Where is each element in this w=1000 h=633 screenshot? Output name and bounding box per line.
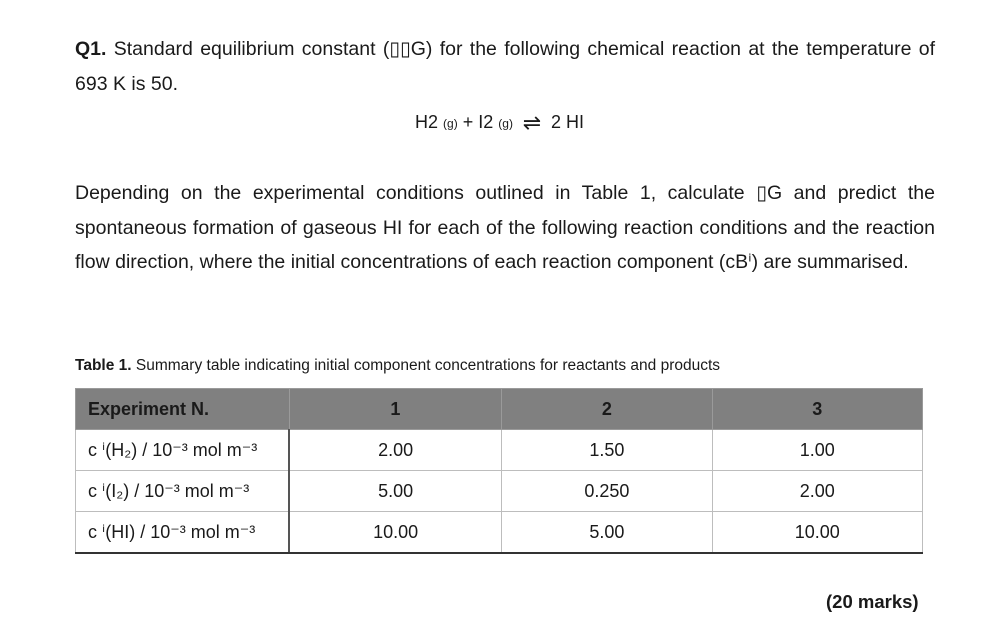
row-label-i2: c ⁱ(I₂) / 10⁻³ mol m⁻³ [76, 471, 290, 512]
cell: 0.250 [502, 471, 712, 512]
state-h2: (g) [443, 116, 458, 131]
row-label-h2: c ⁱ(H₂) / 10⁻³ mol m⁻³ [76, 430, 290, 471]
cell: 1.50 [502, 430, 712, 471]
table-caption [75, 357, 720, 375]
reactant-i2: I2 [478, 112, 494, 132]
equilibrium-arrow-icon: ⇌ [522, 110, 542, 136]
state-i2: (g) [498, 116, 513, 131]
question-intro [75, 32, 935, 101]
header-exp-2: 2 [502, 389, 712, 430]
cell: 5.00 [289, 471, 502, 512]
cell: 2.00 [289, 430, 502, 471]
reaction-equation [415, 110, 584, 136]
table-row [76, 471, 923, 512]
plus-sign: + [462, 112, 474, 132]
question-label: Q1. [75, 38, 107, 60]
table-header-row [76, 389, 923, 430]
cell: 5.00 [502, 512, 712, 554]
cell: 10.00 [289, 512, 502, 554]
table-caption-text: Summary table indicating initial component concentrations for reactants and products [135, 357, 721, 374]
product-hi: 2 HI [550, 112, 584, 132]
reactant-h2: H2 [415, 112, 439, 132]
row-label-hi: c ⁱ(HI) / 10⁻³ mol m⁻³ [76, 512, 290, 554]
marks-label: (20 marks) [826, 591, 919, 612]
concentration-table [75, 388, 923, 554]
header-exp-3: 3 [712, 389, 922, 430]
cell: 2.00 [712, 471, 922, 512]
table-row [76, 512, 923, 554]
question-body: Depending on the experimental conditions outlined in Table 1, calculate ▯G and predict the spontaneous formation of gaseous HI for each of the following reaction conditions and the reaction flow direction, where the initial concentrations of each reaction component (cBⁱ) are summarised. [75, 182, 935, 273]
header-experiment: Experiment N. [76, 389, 290, 430]
cell: 1.00 [712, 430, 922, 471]
table-row [76, 430, 923, 471]
question-intro-text: Standard equilibrium constant (▯▯G) for the following chemical reaction at the temperature of 693 K is 50. [75, 38, 935, 95]
header-exp-1: 1 [289, 389, 502, 430]
cell: 10.00 [712, 512, 922, 554]
table-caption-label: Table 1. [75, 357, 132, 374]
